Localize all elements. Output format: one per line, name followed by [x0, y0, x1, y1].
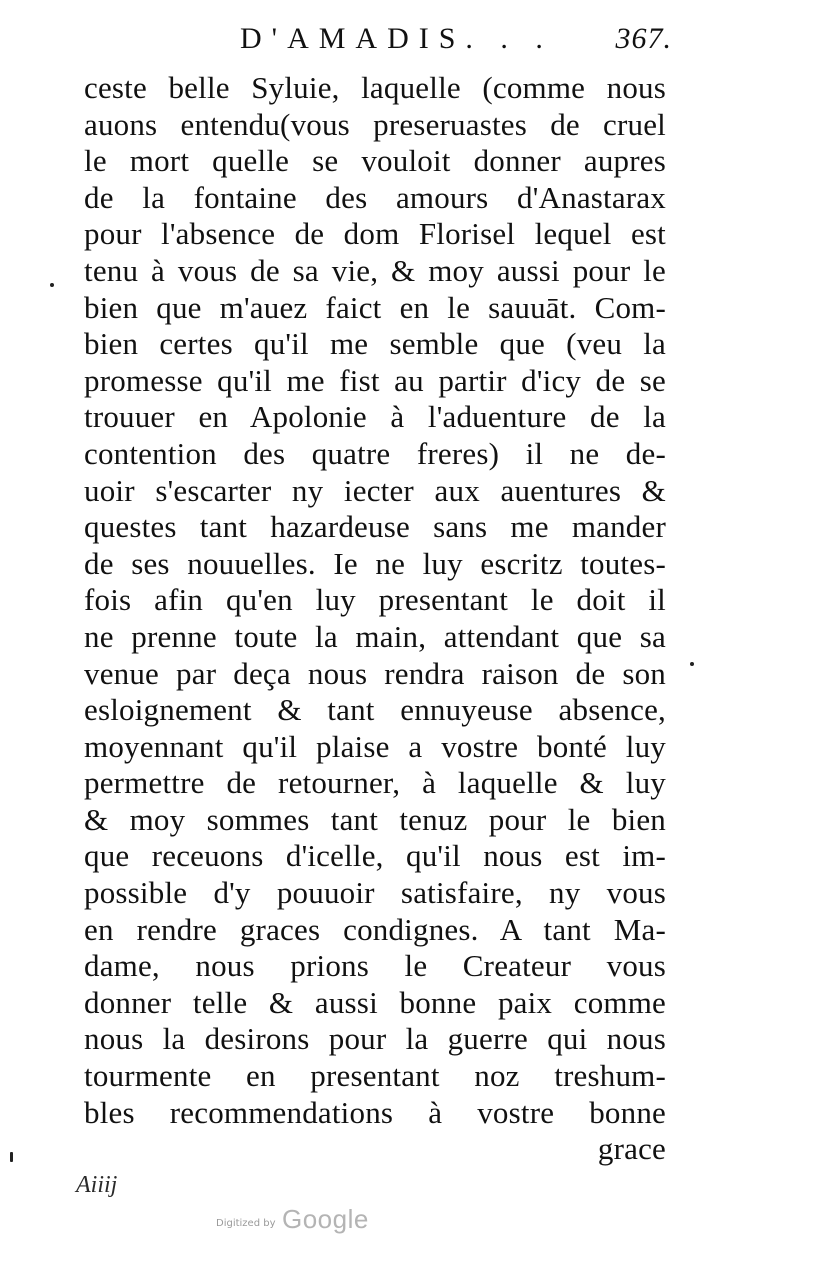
text-line: donner telle & aussi bonne paix comme	[84, 984, 666, 1020]
text-line: & moy sommes tant tenuz pour le bien	[84, 801, 666, 837]
body-text	[84, 70, 666, 1168]
ink-speck	[50, 283, 54, 287]
running-title: D'AMADIS. . .	[240, 22, 553, 55]
text-line: esloignement & tant ennuyeuse absence,	[84, 692, 666, 728]
text-line: trouuer en Apolonie à l'aduenture de la	[84, 399, 666, 435]
text-line: de ses nouuelles. Ie ne luy escritz toutes-	[84, 545, 666, 581]
text-line: possible d'y pouuoir satisfaire, ny vous	[84, 875, 666, 911]
text-line: pour l'absence de dom Florisel lequel est	[84, 216, 666, 252]
text-line: bien que m'auez faict en le sauuāt. Com-	[84, 289, 666, 325]
text-line: dame, nous prions le Createur vous	[84, 948, 666, 984]
digitization-watermark	[200, 1202, 620, 1242]
text-line: venue par deça nous rendra raison de son	[84, 655, 666, 691]
text-line: contention des quatre freres) il ne de-	[84, 435, 666, 471]
text-line: moyennant qu'il plaise a vostre bonté luy	[84, 728, 666, 764]
page-number: 367.	[615, 22, 672, 55]
text-line: questes tant hazardeuse sans me mander	[84, 509, 666, 545]
digitized-by-label: Digitized by	[216, 1218, 276, 1229]
text-line: le mort quelle se vouloit donner aupres	[84, 143, 666, 179]
text-line: bles recommendations à vostre bonne	[84, 1094, 666, 1130]
text-line: de la fontaine des amours d'Anastarax	[84, 179, 666, 215]
text-line: ceste belle Syluie, laquelle (comme nous	[84, 70, 666, 105]
text-line: permettre de retourner, à laquelle & luy	[84, 765, 666, 801]
text-line: bien certes qu'il me semble que (veu la	[84, 326, 666, 362]
text-line: tourmente en presentant noz treshum-	[84, 1058, 666, 1094]
text-line: promesse qu'il me fist au partir d'icy de se	[84, 362, 666, 398]
text-line: que receuons d'icelle, qu'il nous est im-	[84, 838, 666, 874]
text-line: ne prenne toute la main, attendant que sa	[84, 618, 666, 654]
ink-speck	[690, 662, 694, 666]
text-line: en rendre graces condignes. A tant Ma-	[84, 911, 666, 947]
margin-mark	[10, 1152, 13, 1162]
text-line: nous la desirons pour la guerre qui nous	[84, 1021, 666, 1057]
signature-mark: Aiiij	[76, 1172, 118, 1198]
text-line: auons entendu(vous preseruastes de cruel	[84, 106, 666, 142]
running-head	[240, 22, 672, 64]
text-line: tenu à vous de sa vie, & moy aussi pour le	[84, 252, 666, 288]
text-line: uoir s'escarter ny iecter aux auentures &	[84, 472, 666, 508]
catchword: grace	[597, 1131, 666, 1167]
text-line: fois afin qu'en luy presentant le doit il	[84, 582, 666, 618]
google-logo: Google	[282, 1204, 369, 1234]
